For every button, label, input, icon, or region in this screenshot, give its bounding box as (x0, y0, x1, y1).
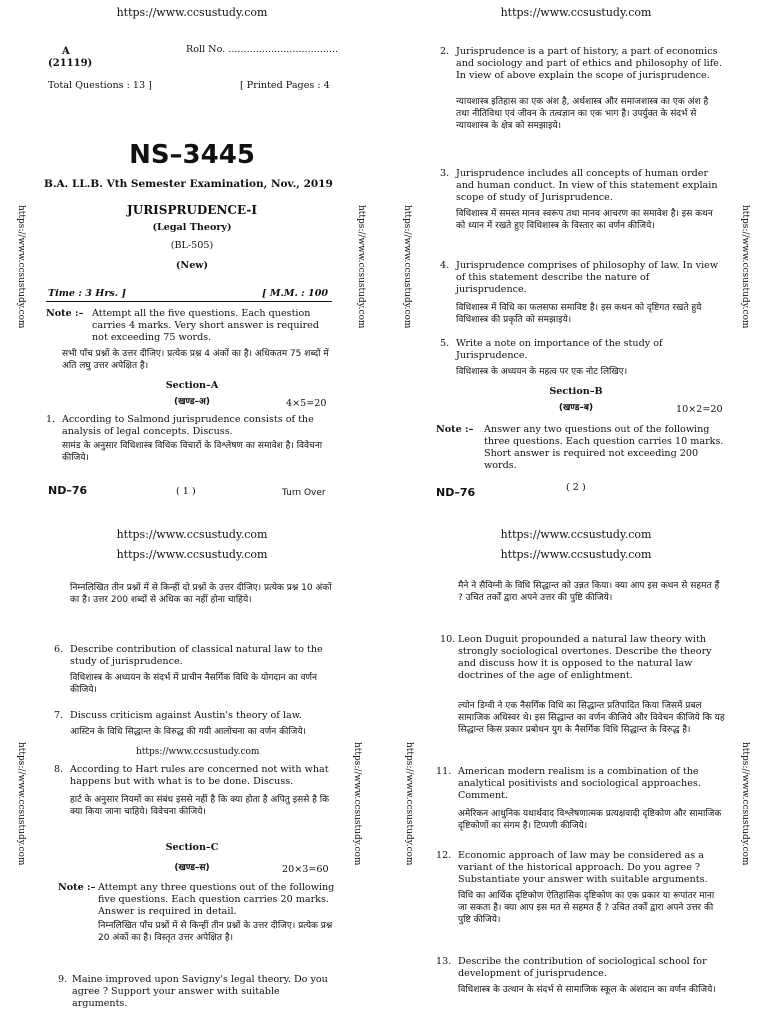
side-watermark-right: https://www.ccsustudy.com (356, 205, 366, 329)
question-2: Jurisprudence is a part of history, a part of economics and sociology and part of ethics and philosophy of life. In view of above explain the scope of jurisprudence. (456, 46, 723, 81)
question-number: 4. (440, 260, 450, 271)
question-5: Write a note on importance of the study of Jurisprudence. (456, 338, 663, 361)
question-10: Leon Duguit propounded a natural law theory with strongly sociological overtones. Describe the theory and discuss how it is opposed to the natural law doctrines of the age of enlightment. (458, 634, 712, 681)
question-13-hindi: विधिशास्त्र के उत्थान के संदर्भ से सामाजिक स्कूल के अंशदान का वर्णन कीजिये। (458, 985, 716, 995)
section-b-marks: 10×2=20 (676, 404, 723, 415)
question-number: 10. (440, 634, 456, 645)
subject-subtitle: (Legal Theory) (152, 222, 232, 233)
note-label: Note :– (46, 308, 84, 319)
question-8: According to Hart rules are concerned not with what happens but with what is to be done. Discuss. (70, 764, 329, 787)
question-3: Jurisprudence includes all concepts of human order and human conduct. In view of this statement explain scope of study of Jurisprudence. (456, 168, 718, 203)
question-12-hindi: विधि का आर्थिक दृष्टिकोण ऐतिहासिक दृष्टिकोण का एक प्रकार या रूपांतर माना जा सकता है। क्या आप इस मत से सहमत हैं ? उचित तर्कों द्वारा अपने उत्तर की पुष्टि कीजिये। (458, 891, 715, 925)
side-watermark-right: https://www.ccsustudy.com (740, 205, 750, 329)
page-3 (0, 512, 384, 1024)
question-number: 9. (58, 974, 68, 985)
header-url-second: https://www.ccsustudy.com (500, 548, 652, 561)
paper-number: (21119) (48, 58, 93, 69)
note-label: Note :– (58, 882, 96, 893)
time-label: Time : 3 Hrs. ] (48, 288, 127, 299)
subject-title: JURISPRUDENCE-I (127, 203, 257, 217)
question-11: American modern realism is a combination of the analytical positivists and sociological approaches. Comment. (458, 766, 701, 801)
question-8-hindi: हार्ट के अनुसार नियमों का संबंध इससे नहीं है कि क्या होता है अपितु इससे है कि क्या किया जाना चाहिये। विवेचना कीजिये। (70, 795, 330, 817)
question-number: 7. (54, 710, 64, 721)
page-number: ( 1 ) (176, 486, 196, 497)
question-number: 5. (440, 338, 450, 349)
question-4-hindi: विधिशास्त्र में विधि का फलसफा समाविष्ट है। इस कथन को दृष्टिगत रखते हुये विधिशास्त्र की प्रकृति को समझाइये। (456, 303, 702, 325)
section-c-heading: Section–C (165, 842, 219, 853)
divider (46, 301, 332, 302)
question-number: 3. (440, 168, 450, 179)
side-watermark-left: https://www.ccsustudy.com (16, 742, 26, 866)
max-marks: [ M.M. : 100 (262, 288, 329, 299)
note-text: Answer any two questions out of the following three questions. Each question carries 10 marks. Short answer is required not exceeding 200 words. (484, 424, 724, 471)
header-url: https://www.ccsustudy.com (500, 528, 652, 541)
page-1 (0, 0, 384, 512)
question-number: 8. (54, 764, 64, 775)
section-b-instructions-hindi: निम्नलिखित तीन प्रश्नों में से किन्हीं दो प्रश्नों के उत्तर दीजिए। प्रत्येक प्रश्न 10 अंकों का है। उत्तर 200 शब्दों से अधिक का नहीं होना चाहिये। (70, 583, 332, 605)
page-4 (384, 512, 768, 1024)
header-url: https://www.ccsustudy.com (116, 6, 268, 19)
note-text-hindi: सभी पाँच प्रश्नों के उत्तर दीजिए। प्रत्येक प्रश्न 4 अंकों का है। अधिकतम 75 शब्दों में अति लघु उत्तर अपेक्षित है। (62, 349, 329, 371)
question-11-hindi: अमेरिकन आधुनिक यथार्थवाद विश्लेषणात्मक प्रत्यक्षवादी दृष्टिकोण और सामाजिक दृष्टिकोणों का संगम है। टिप्पणी कीजिये। (458, 809, 722, 831)
side-watermark-left: https://www.ccsustudy.com (402, 205, 412, 329)
section-c-heading-hindi: (खण्ड–स) (174, 863, 210, 873)
section-a-heading-hindi: (खण्ड–अ) (173, 397, 211, 407)
question-9: Maine improved upon Savigny's legal theory. Do you agree ? Support your answer with suitable arguments. (72, 974, 328, 1009)
question-7-hindi: आस्टिन के विधि सिद्धान्त के विरुद्ध की गयी आलोचना का वर्णन कीजिये। (70, 727, 306, 737)
question-2-hindi: न्यायशास्त्र इतिहास का एक अंश है, अर्थशास्त्र और समाजशास्त्र का एक अंश है तथा नीतिविधा एवं जीवन के तत्वज्ञान का एक भाग है। उपर्युक्त के संदर्भ से न्यायशास्त्र के क्षेत्र को समझाइये। (456, 97, 709, 131)
scheme: (New) (175, 260, 209, 271)
note-text: Attempt all the five questions. Each question carries 4 marks. Very short answer is required not exceeding 75 words. (92, 308, 319, 343)
page-number: ( 2 ) (566, 482, 586, 493)
question-number: 13. (436, 956, 452, 967)
question-5-hindi: विधिशास्त्र के अध्ययन के महत्व पर एक नोट लिखिए। (456, 367, 628, 377)
course-code: (BL-505) (170, 240, 214, 251)
inline-url: https://www.ccsustudy.com (136, 747, 260, 757)
question-number: 1. (46, 414, 56, 425)
header-url: https://www.ccsustudy.com (500, 6, 652, 19)
question-12: Economic approach of law may be considered as a variant of the historical approach. Do you agree ? Substantiate your answer with suitable arguments. (458, 850, 708, 885)
footer-code: ND–76 (48, 484, 88, 497)
section-a-heading: Section–A (165, 380, 219, 391)
question-4: Jurisprudence comprises of philosophy of law. In view of this statement describe the nature of jurisprudence. (456, 260, 719, 295)
total-questions: Total Questions : 13 ] (48, 80, 152, 91)
note-text-hindi: निम्नलिखित पाँच प्रश्नों में से किन्हीं तीन प्रश्नों के उत्तर दीजिए। प्रत्येक प्रश्न 20 अंकों का है। विस्तृत उत्तर अपेक्षित है। (98, 921, 333, 943)
question-7: Discuss criticism against Austin's theory of law. (70, 710, 302, 721)
question-6: Describe contribution of classical natural law to the study of jurisprudence. (70, 644, 323, 667)
question-10-hindi: ल्योन डिग्वी ने एक नैसर्गिक विधि का सिद्धान्त प्रतिपादित किया जिसमें प्रबल सामाजिक अधिस्वर थे। इस सिद्धान्त का वर्णन कीजिये और विवेचन कीजिये कि यह सिद्धान्त किस प्रकार प्रबोधन युग के नैसर्गिक विधि सिद्धान्त के विरुद्ध है। (458, 701, 725, 735)
series-label: A (62, 46, 70, 57)
side-watermark-left: https://www.ccsustudy.com (404, 742, 414, 866)
question-1-hindi: सामंड के अनुसार विधिशास्त्र विधिक विचारों के विश्लेषण का समावेश है। विवेचना कीजिये। (62, 441, 323, 463)
footer-code: ND–76 (436, 486, 476, 499)
exam-title: B.A. LL.B. Vth Semester Examination, Nov., 2019 (44, 178, 333, 190)
question-number: 12. (436, 850, 452, 861)
question-1: According to Salmond jurisprudence consists of the analysis of legal concepts. Discuss. (62, 414, 314, 437)
header-url: https://www.ccsustudy.com (116, 528, 268, 541)
page-2 (384, 0, 768, 512)
section-c-marks: 20×3=60 (282, 864, 329, 875)
section-b-heading: Section–B (549, 386, 603, 397)
note-text: Attempt any three questions out of the following five questions. Each question carries 20 marks. Answer is required in detail. (98, 882, 335, 917)
printed-pages: [ Printed Pages : 4 (240, 80, 330, 91)
question-number: 2. (440, 46, 450, 57)
side-watermark-right: https://www.ccsustudy.com (352, 742, 362, 866)
question-9-hindi: मैने ने सैविग्नी के विधि सिद्धान्त को उन्नत किया। क्या आप इस कथन से सहमत हैं ? उचित तर्कों द्वारा अपने उत्तर की पुष्टि कीजिये। (458, 581, 720, 603)
section-a-marks: 4×5=20 (286, 398, 327, 409)
question-13: Describe the contribution of sociological school for development of jurisprudence. (458, 956, 707, 979)
question-number: 6. (54, 644, 64, 655)
header-url-second: https://www.ccsustudy.com (116, 548, 268, 561)
roll-no: Roll No. .................................... (186, 44, 339, 55)
section-b-heading-hindi: (खण्ड–ब) (558, 403, 594, 413)
note-label: Note :– (436, 424, 474, 435)
question-number: 11. (436, 766, 452, 777)
question-3-hindi: विधिशास्त्र में समस्त मानव स्वरूप तथा मानव आचरण का समावेश है। इस कथन को ध्यान में रखते हुए विधिशास्त्र के विस्तार का वर्णन कीजिये। (456, 209, 713, 231)
side-watermark-left: https://www.ccsustudy.com (16, 205, 26, 329)
side-watermark-right: https://www.ccsustudy.com (740, 742, 750, 866)
turn-over: Turn Over (282, 488, 326, 498)
question-6-hindi: विधिशास्त्र के अध्ययन के संदर्भ में प्राचीन नैसर्गिक विधि के योगदान का वर्णन कीजिये। (70, 673, 318, 695)
paper-code: NS–3445 (129, 140, 255, 170)
